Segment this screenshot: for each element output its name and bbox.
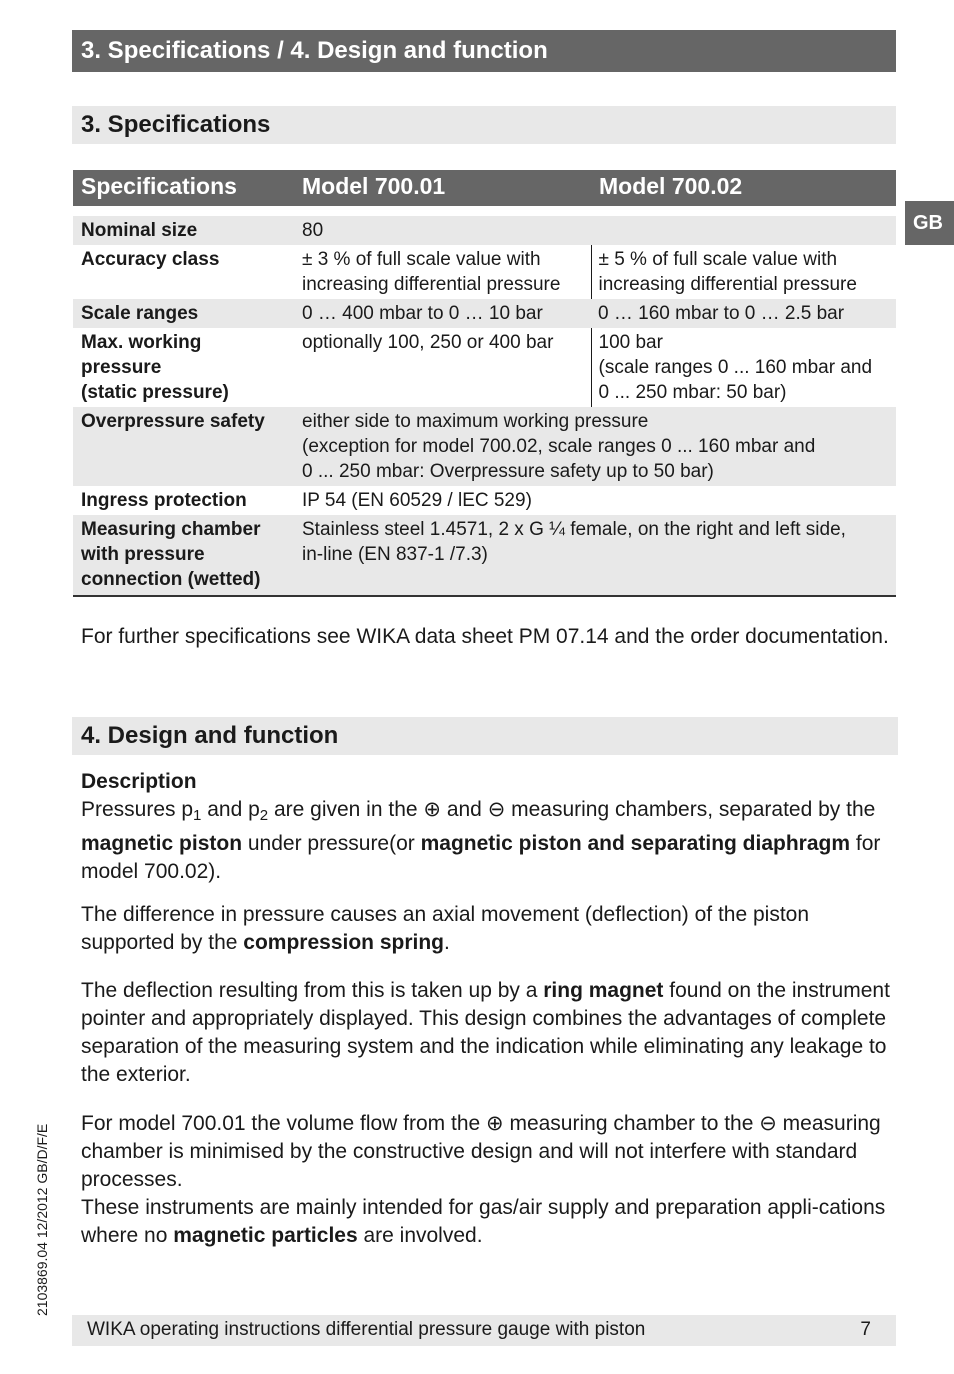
bold-term: magnetic particles — [173, 1224, 358, 1247]
text-line: For model 700.01 the volume flow from the ⊕ measuring chamber to the ⊖ measuring chamber is minimised by the constructive design and will not interfere with standard processes. — [81, 1112, 881, 1191]
row-label-line: Max. working — [81, 332, 202, 353]
subscript-1: 1 — [193, 807, 202, 824]
row-label-line: connection (wetted) — [81, 569, 261, 590]
text-span: and p — [201, 798, 260, 821]
row-label: Nominal size — [73, 216, 294, 245]
row-value — [294, 407, 896, 486]
row-value — [294, 515, 896, 596]
text-span: for model 700.02). — [81, 832, 881, 883]
table-row — [73, 515, 896, 596]
row-value-line: 0 ... 250 mbar: 50 bar) — [598, 382, 787, 403]
row-label: Scale ranges — [73, 299, 294, 328]
row-value-model-1: ± 3 % of full scale value with increasing differential pressure — [302, 249, 561, 295]
row-label-line: Measuring chamber — [81, 519, 261, 540]
header-model-700-01: Model 700.01 — [294, 170, 591, 206]
row-value-line: (exception for model 700.02, scale ranges 0 ... 160 mbar and — [302, 436, 816, 457]
text-span: are involved. — [357, 1224, 483, 1247]
text-span: The deflection resulting from this is taken up by a — [81, 979, 544, 1002]
text-span: Pressures p — [81, 798, 194, 821]
row-value-line: in-line (EN 837-1 /7.3) — [302, 544, 488, 565]
row-value-line: either side to maximum working pressure — [302, 411, 649, 432]
row-value-line: 100 bar — [598, 332, 663, 353]
document-code: 2103869.04 12/2012 GB/D/F/E — [34, 1123, 50, 1316]
table-row — [73, 299, 896, 328]
footer-text: WIKA operating instructions differential pressure gauge with piston — [87, 1319, 646, 1340]
row-value: IP 54 (EN 60529 / lEC 529) — [302, 490, 532, 511]
row-label-line: (static pressure) — [81, 382, 229, 403]
row-label-line: pressure — [81, 357, 162, 378]
table-row — [73, 216, 896, 245]
row-value-line: Stainless steel 1.4571, 2 x G ¼ female, on the right and left side, — [302, 519, 846, 540]
description-paragraph-4 — [81, 1110, 896, 1250]
table-spacer — [73, 206, 896, 216]
row-value-model-2: 0 … 160 mbar to 0 … 2.5 bar — [591, 299, 896, 328]
text-span: under pressure(or — [242, 832, 421, 855]
header-model-700-02: Model 700.02 — [591, 170, 896, 206]
row-label — [73, 515, 294, 596]
section-3-title: 3. Specifications — [72, 106, 896, 144]
row-label: Accuracy class — [81, 249, 220, 270]
text-span: are given in the ⊕ and ⊖ measuring chambers, separated by the — [268, 798, 876, 821]
page-header: 3. Specifications / 4. Design and function — [72, 30, 896, 72]
header-specifications: Specifications — [73, 170, 294, 206]
row-value-line: 0 ... 250 mbar: Overpressure safety up to 50 bar) — [302, 461, 714, 482]
row-value-model-1: optionally 100, 250 or 400 bar — [302, 332, 554, 353]
description-paragraph-2 — [81, 901, 896, 957]
description-paragraph-1 — [81, 796, 896, 886]
bold-term: compression spring — [243, 931, 444, 954]
row-value-model-1: 0 … 400 mbar to 0 … 10 bar — [294, 299, 591, 328]
table-row — [73, 328, 896, 407]
bold-term: ring magnet — [543, 979, 664, 1002]
page-footer — [72, 1315, 896, 1346]
specifications-table — [73, 170, 896, 597]
text-span: . — [444, 931, 450, 954]
language-tab: GB — [905, 201, 954, 245]
text-span: found on the instrument pointer and appropriately displayed. This design combines the advantages of complete separation of the measuring system and the indication while eliminating any leakage to the exterior. — [81, 979, 890, 1086]
subscript-2: 2 — [259, 807, 269, 824]
table-row — [73, 245, 896, 299]
bold-term: magnetic piston and separating diaphragm — [420, 832, 851, 855]
table-header-row — [73, 170, 896, 206]
row-value: 80 — [294, 216, 896, 245]
bold-term: magnetic piston — [81, 832, 243, 855]
row-label — [73, 328, 294, 407]
row-value-model-2: ± 5 % of full scale value with increasing differential pressure — [591, 245, 896, 299]
section-4-title: 4. Design and function — [72, 717, 898, 755]
description-paragraph-3 — [81, 977, 896, 1089]
further-specifications-note: For further specifications see WIKA data sheet PM 07.14 and the order documentation. — [81, 625, 889, 648]
text-span: The difference in pressure causes an axial movement (deflection) of the piston supported by the — [81, 903, 810, 954]
table-row — [73, 486, 896, 515]
table-row — [73, 407, 896, 486]
text-line — [81, 1194, 896, 1250]
page-number: 7 — [860, 1319, 871, 1340]
row-label: Ingress protection — [81, 490, 247, 511]
row-label: Overpressure safety — [73, 407, 294, 486]
description-heading: Description — [81, 770, 197, 793]
row-value-model-2 — [591, 328, 896, 407]
row-value-line: (scale ranges 0 ... 160 mbar and — [598, 357, 873, 378]
row-label-line: with pressure — [81, 544, 205, 565]
text-span: These instruments are mainly intended for gas/air supply and preparation appli-cations where no — [81, 1196, 886, 1247]
